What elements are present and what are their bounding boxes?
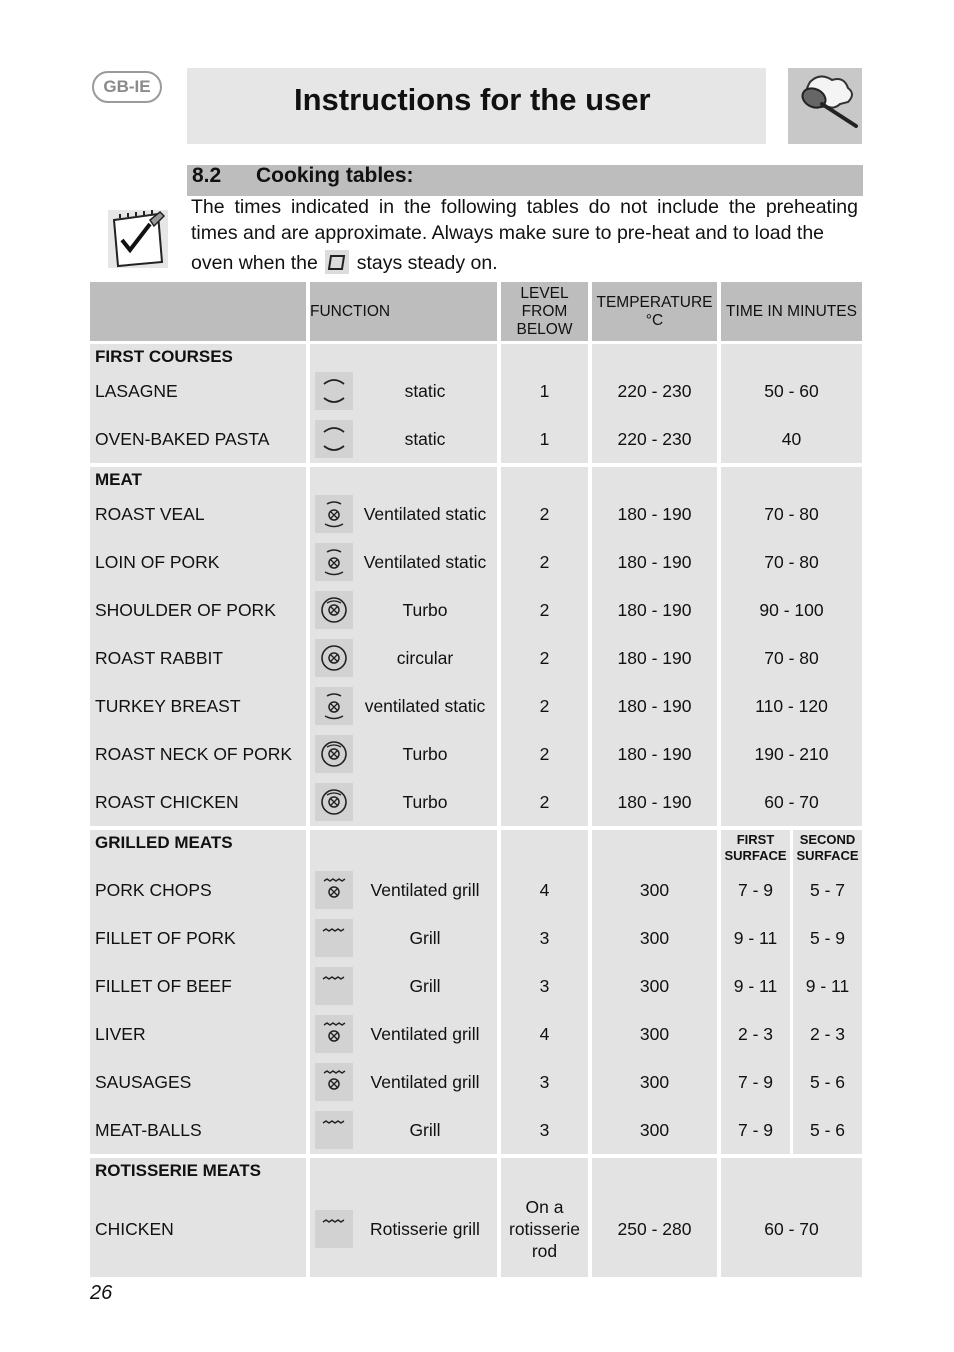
function-name: circular: [396, 647, 454, 668]
function-wrapper: [310, 962, 497, 1010]
category-temp-cell: [592, 463, 721, 490]
function-name: static: [404, 428, 446, 449]
level-value: 2: [539, 503, 550, 524]
subheader-first-line1: FIRST: [736, 832, 775, 847]
function-wrapper: [310, 914, 497, 962]
intro-text-part3: stays steady on.: [356, 252, 498, 274]
temp-cell: [592, 1106, 721, 1154]
food-name: LOIN OF PORK: [95, 551, 220, 572]
header-time: TIME IN MINUTES: [721, 282, 862, 341]
table-row: [90, 634, 862, 682]
function-cell: [310, 538, 501, 586]
function-cell: [310, 682, 501, 730]
time-first-value: 7 - 9: [737, 1119, 774, 1140]
function-wrapper: [310, 586, 497, 634]
food-cell: [90, 490, 310, 538]
time-second-surface: [793, 1010, 862, 1058]
section-title: Cooking tables:: [256, 164, 414, 187]
static-oven-icon: [315, 420, 353, 458]
category-label: [90, 341, 310, 367]
function-name: Ventilated grill: [370, 1023, 480, 1044]
level-value: 4: [539, 879, 550, 900]
category-function-cell: [310, 463, 501, 490]
function-name: Grill: [409, 1119, 441, 1140]
time-second-value: 9 - 11: [805, 975, 850, 996]
food-cell: [90, 634, 310, 682]
level-value: 2: [539, 551, 550, 572]
header-function: FUNCTION: [310, 282, 501, 341]
subheader-second-line2: SURFACE: [796, 848, 859, 863]
time-first-value: 2 - 3: [737, 1023, 774, 1044]
food-cell: [90, 730, 310, 778]
category-row: [90, 341, 862, 367]
function-name: Turbo: [402, 599, 448, 620]
time-cell: [721, 367, 862, 415]
intro-text-part2: oven when the: [191, 252, 318, 274]
ventilated-static-icon: [315, 495, 353, 533]
category-temp-cell: [592, 1154, 721, 1181]
time-cell: [721, 1010, 862, 1058]
temp-cell: [592, 415, 721, 463]
function-name: Ventilated grill: [370, 879, 480, 900]
level-cell: [501, 682, 592, 730]
time-first-surface: [721, 866, 793, 914]
time-first-value: 7 - 9: [737, 879, 774, 900]
time-second-surface: [793, 866, 862, 914]
level-value: 4: [539, 1023, 550, 1044]
food-name: LASAGNE: [95, 380, 178, 401]
food-name: ROAST CHICKEN: [95, 791, 239, 812]
function-cell: [310, 367, 501, 415]
temp-cell: [592, 634, 721, 682]
time-cell: [721, 490, 862, 538]
function-name: Turbo: [402, 791, 448, 812]
temp-cell: [592, 1010, 721, 1058]
time-first-surface: [721, 1058, 793, 1106]
temp-value: 180 - 190: [617, 599, 692, 620]
level-value: 2: [539, 743, 550, 764]
temp-value: 180 - 190: [617, 551, 692, 572]
chef-hat-spoon-icon: [788, 68, 862, 144]
ventilated-grill-icon: [315, 1063, 353, 1101]
function-cell: [310, 730, 501, 778]
page-number: 26: [90, 1282, 113, 1304]
time-cell: [721, 730, 862, 778]
time-second-surface: [793, 962, 862, 1010]
function-wrapper: [310, 367, 497, 415]
header-level: [501, 282, 592, 341]
header-food: [90, 282, 310, 341]
category-row: [90, 826, 862, 866]
food-cell: [90, 778, 310, 826]
table-row: [90, 1058, 862, 1106]
level-cell: [501, 914, 592, 962]
temp-value: 300: [639, 927, 670, 948]
time-cell: [721, 914, 862, 962]
category-level-cell: [501, 1154, 592, 1181]
time-split: [721, 962, 862, 1010]
table-row: [90, 682, 862, 730]
temp-value: 180 - 190: [617, 647, 692, 668]
header-bar: [187, 68, 766, 144]
time-value: 190 - 210: [754, 743, 829, 764]
category-row: [90, 1154, 862, 1181]
category-text: FIRST COURSES: [95, 347, 233, 366]
table-row: [90, 538, 862, 586]
temp-value: 220 - 230: [617, 380, 692, 401]
function-wrapper: [310, 415, 497, 463]
temp-cell: [592, 962, 721, 1010]
table-row: [90, 914, 862, 962]
level-value: 2: [539, 599, 550, 620]
temp-cell: [592, 538, 721, 586]
ventilated-static-icon: [315, 687, 353, 725]
function-name: Grill: [409, 927, 441, 948]
temp-cell: [592, 682, 721, 730]
page-title: Instructions for the user: [294, 82, 651, 117]
time-split: [721, 1058, 862, 1106]
header-temperature: [592, 282, 721, 341]
time-split: [721, 1010, 862, 1058]
header-level-line3: BELOW: [516, 320, 573, 338]
function-wrapper: [310, 730, 497, 778]
level-line: On a: [525, 1197, 564, 1217]
temp-cell: [592, 1181, 721, 1277]
time-first-surface: [721, 1010, 793, 1058]
time-cell: [721, 866, 862, 914]
turbo-icon: [315, 591, 353, 629]
time-value: 50 - 60: [764, 380, 819, 401]
time-first-surface: [721, 914, 793, 962]
level-cell: [501, 634, 592, 682]
section-header: [187, 165, 863, 196]
time-cell: [721, 778, 862, 826]
time-second-value: 5 - 9: [809, 927, 846, 948]
temp-value: 300: [639, 879, 670, 900]
food-cell: [90, 1010, 310, 1058]
table-header-row: [90, 282, 862, 341]
level-cell: [501, 730, 592, 778]
level-value: 3: [539, 927, 550, 948]
ventilated-grill-icon: [315, 871, 353, 909]
level-line: rotisserie: [509, 1219, 580, 1239]
time-second-value: 5 - 7: [809, 879, 846, 900]
level-cell: [501, 778, 592, 826]
level-cell: [501, 367, 592, 415]
temp-cell: [592, 778, 721, 826]
table-row: [90, 415, 862, 463]
function-wrapper: [310, 490, 497, 538]
circular-fan-icon: [315, 639, 353, 677]
temp-value: 180 - 190: [617, 503, 692, 524]
function-cell: [310, 866, 501, 914]
level-cell: [501, 1010, 592, 1058]
time-second-surface: [793, 914, 862, 962]
function-wrapper: [310, 682, 497, 730]
time-split: [721, 914, 862, 962]
category-time-cell: [721, 1154, 862, 1181]
function-wrapper: [310, 1106, 497, 1154]
temp-cell: [592, 367, 721, 415]
subheader-first: [721, 830, 793, 866]
level-line: rod: [531, 1241, 558, 1261]
time-cell: [721, 538, 862, 586]
function-cell: [310, 586, 501, 634]
food-name: ROAST NECK OF PORK: [95, 743, 293, 764]
function-name: Ventilated grill: [370, 1071, 480, 1092]
temp-value: 300: [639, 1119, 670, 1140]
level-value: 2: [539, 647, 550, 668]
table-row: [90, 367, 862, 415]
function-name: Turbo: [402, 743, 448, 764]
time-second-surface: [793, 1106, 862, 1154]
food-cell: [90, 866, 310, 914]
food-cell: [90, 682, 310, 730]
function-wrapper: [310, 538, 497, 586]
subheader-first-line2: SURFACE: [724, 848, 787, 863]
temp-cell: [592, 490, 721, 538]
header-level-line2: FROM: [521, 302, 568, 320]
food-name: ROAST RABBIT: [95, 647, 224, 668]
temp-value: 300: [639, 1071, 670, 1092]
turbo-icon: [315, 735, 353, 773]
level-value: 3: [539, 975, 550, 996]
category-text: MEAT: [95, 470, 142, 489]
time-first-surface: [721, 962, 793, 1010]
temp-value: 180 - 190: [617, 791, 692, 812]
level-cell: [501, 415, 592, 463]
table-row: [90, 1106, 862, 1154]
level-cell: [501, 586, 592, 634]
function-cell: [310, 1058, 501, 1106]
static-oven-icon: [315, 372, 353, 410]
table-row: [90, 1181, 862, 1277]
function-cell: [310, 1010, 501, 1058]
food-name: CHICKEN: [95, 1218, 174, 1239]
category-function-cell: [310, 826, 501, 866]
food-cell: [90, 586, 310, 634]
category-level-cell: [501, 341, 592, 367]
table-row: [90, 730, 862, 778]
time-second-value: 5 - 6: [809, 1119, 846, 1140]
food-cell: [90, 415, 310, 463]
time-split: [721, 866, 862, 914]
food-cell: [90, 367, 310, 415]
time-split: [721, 1106, 862, 1154]
temp-cell: [592, 1058, 721, 1106]
category-label: [90, 463, 310, 490]
level-cell: [501, 490, 592, 538]
table-row: [90, 1010, 862, 1058]
category-label: [90, 1154, 310, 1181]
temp-value: 180 - 190: [617, 695, 692, 716]
time-value: 90 - 100: [759, 599, 824, 620]
food-cell: [90, 962, 310, 1010]
level-value: 2: [539, 695, 550, 716]
function-name: ventilated static: [364, 695, 486, 716]
category-time-cell: [721, 463, 862, 490]
category-row: [90, 463, 862, 490]
table-row: [90, 490, 862, 538]
food-name: FILLET OF PORK: [95, 927, 236, 948]
function-cell: [310, 778, 501, 826]
category-text: GRILLED MEATS: [95, 833, 233, 852]
function-wrapper: [310, 1010, 497, 1058]
function-cell: [310, 1106, 501, 1154]
category-function-cell: [310, 1154, 501, 1181]
section-number: 8.2: [192, 164, 222, 187]
temp-value: 300: [639, 1023, 670, 1044]
turbo-icon: [315, 783, 353, 821]
ventilated-static-icon: [315, 543, 353, 581]
table-row: [90, 866, 862, 914]
category-temp-cell: [592, 341, 721, 367]
cooking-table: [90, 282, 862, 1277]
function-cell: [310, 634, 501, 682]
ventilated-grill-icon: [315, 1015, 353, 1053]
surface-subheaders: [721, 830, 862, 866]
level-cell: [501, 1181, 592, 1277]
table-row: [90, 962, 862, 1010]
function-name: Rotisserie grill: [370, 1218, 480, 1239]
food-name: ROAST VEAL: [95, 503, 205, 524]
time-cell: [721, 1058, 862, 1106]
time-first-value: 9 - 11: [733, 927, 778, 948]
function-name: static: [404, 380, 446, 401]
time-value: 110 - 120: [755, 695, 828, 716]
function-wrapper: [310, 634, 497, 682]
time-cell: [721, 682, 862, 730]
oven-light-icon: [325, 250, 349, 274]
time-value: 40: [781, 428, 802, 449]
table-row: [90, 586, 862, 634]
time-value: 70 - 80: [764, 551, 819, 572]
function-wrapper: [310, 866, 497, 914]
grill-icon: [315, 919, 353, 957]
function-cell: [310, 415, 501, 463]
level-value: 3: [539, 1119, 550, 1140]
function-wrapper: [310, 1205, 497, 1253]
time-second-value: 2 - 3: [809, 1023, 846, 1044]
food-name: MEAT-BALLS: [95, 1119, 202, 1140]
time-cell: [721, 415, 862, 463]
food-cell: [90, 1181, 310, 1277]
function-name: Ventilated static: [363, 503, 487, 524]
time-value: 60 - 70: [764, 1218, 819, 1239]
time-value: 60 - 70: [764, 791, 819, 812]
time-first-value: 7 - 9: [737, 1071, 774, 1092]
time-first-surface: [721, 1106, 793, 1154]
level-cell: [501, 866, 592, 914]
header-temperature-line1: TEMPERATURE: [596, 293, 713, 311]
time-value: 70 - 80: [764, 647, 819, 668]
header-temperature-line2: °C: [645, 311, 664, 329]
function-cell: [310, 914, 501, 962]
temp-cell: [592, 914, 721, 962]
level-value: 1: [539, 428, 550, 449]
time-second-value: 5 - 6: [809, 1071, 846, 1092]
header-level-line1: LEVEL: [520, 284, 569, 302]
temp-cell: [592, 730, 721, 778]
grill-icon: [315, 967, 353, 1005]
time-cell: [721, 1106, 862, 1154]
category-time-cell: [721, 826, 862, 866]
temp-cell: [592, 866, 721, 914]
region-badge: GB-IE: [92, 71, 162, 103]
food-name: TURKEY BREAST: [95, 695, 241, 716]
time-cell: [721, 1181, 862, 1277]
function-cell: [310, 490, 501, 538]
food-cell: [90, 538, 310, 586]
food-cell: [90, 914, 310, 962]
temp-value: 250 - 280: [617, 1218, 692, 1239]
level-cell: [501, 1058, 592, 1106]
level-value: 3: [539, 1071, 550, 1092]
time-value: 70 - 80: [764, 503, 819, 524]
temp-value: 220 - 230: [617, 428, 692, 449]
subheader-second: [793, 830, 862, 866]
food-name: SAUSAGES: [95, 1071, 192, 1092]
time-cell: [721, 634, 862, 682]
time-first-value: 9 - 11: [733, 975, 778, 996]
rotisserie-grill-icon: [315, 1210, 353, 1248]
category-function-cell: [310, 341, 501, 367]
notepad-check-icon: [106, 208, 170, 270]
function-name: Grill: [409, 975, 441, 996]
table-row: [90, 778, 862, 826]
temp-value: 300: [639, 975, 670, 996]
grill-icon: [315, 1111, 353, 1149]
food-name: LIVER: [95, 1023, 146, 1044]
category-level-cell: [501, 826, 592, 866]
category-level-cell: [501, 463, 592, 490]
category-time-cell: [721, 341, 862, 367]
food-name: SHOULDER OF PORK: [95, 599, 276, 620]
function-wrapper: [310, 1058, 497, 1106]
level-value: 2: [539, 791, 550, 812]
function-name: Ventilated static: [363, 551, 487, 572]
function-cell: [310, 1181, 501, 1277]
time-second-surface: [793, 1058, 862, 1106]
intro-paragraph: The times indicated in the following tables do not include the preheating times and are approximate. Always make sure to pre-heat and to load the: [191, 196, 858, 244]
category-label: [90, 826, 310, 866]
level-cell: [501, 962, 592, 1010]
category-text: ROTISSERIE MEATS: [95, 1161, 261, 1180]
food-cell: [90, 1058, 310, 1106]
intro-last-line: [191, 250, 498, 276]
temp-value: 180 - 190: [617, 743, 692, 764]
food-name: PORK CHOPS: [95, 879, 212, 900]
temp-cell: [592, 586, 721, 634]
level-cell: [501, 538, 592, 586]
food-name: FILLET OF BEEF: [95, 975, 232, 996]
food-name: OVEN-BAKED PASTA: [95, 428, 270, 449]
time-cell: [721, 962, 862, 1010]
function-cell: [310, 962, 501, 1010]
level-value: 1: [539, 380, 550, 401]
function-wrapper: [310, 778, 497, 826]
food-cell: [90, 1106, 310, 1154]
level-cell: [501, 1106, 592, 1154]
subheader-second-line1: SECOND: [799, 832, 856, 847]
time-cell: [721, 586, 862, 634]
category-temp-cell: [592, 826, 721, 866]
